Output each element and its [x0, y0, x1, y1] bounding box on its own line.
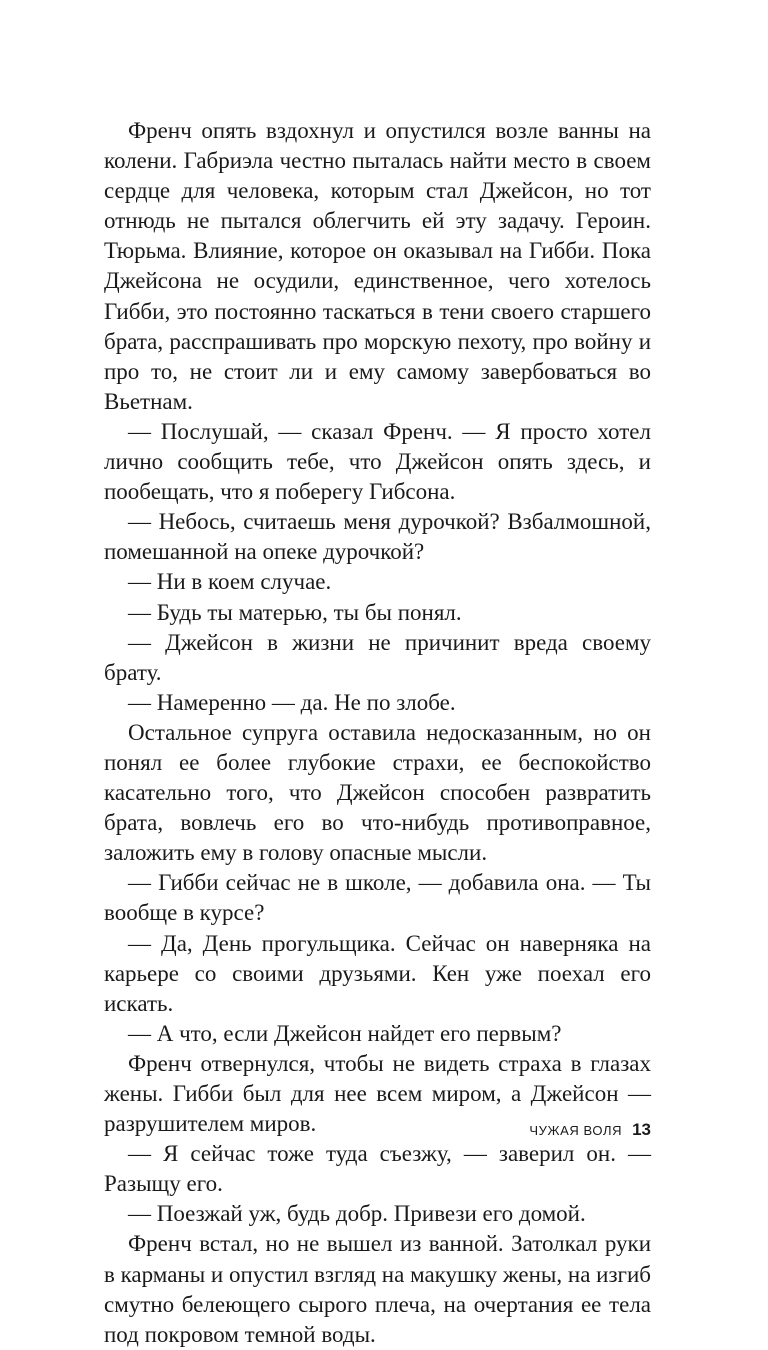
paragraph: Френч встал, но не вышел из ванной. Затолкал руки в карманы и опустил взгляд на макушку жены, на изгиб смутно белеющего сырого плеча, на очертания ее тела под покровом темной воды.	[104, 1231, 651, 1347]
dialogue-line: — Джейсон в жизни не причинит вреда своему брату.	[104, 629, 651, 685]
dialogue-line: — Да, День прогульщика. Сейчас он наверняка на карьере со своими друзьями. Кен уже поехал его искать.	[104, 930, 651, 1016]
dialogue-line: — А что, если Джейсон найдет его первым?	[128, 1020, 562, 1046]
dialogue-line: — Гибби сейчас не в школе, — добавила она. — Ты вообще в курсе?	[104, 870, 651, 926]
dialogue-line: — Поезжай уж, будь добр. Привези его домой.	[128, 1201, 586, 1227]
dialogue-line: — Я сейчас тоже туда съезжу, — заверил он. — Разыщу его.	[104, 1141, 651, 1197]
dialogue-line: — Послушай, — сказал Френч. — Я просто хотел лично сообщить тебе, что Джейсон опять здесь, и пообещать, что я поберегу Гибсона.	[104, 418, 651, 505]
running-footer	[104, 1120, 651, 1144]
dialogue-line: — Небось, считаешь меня дурочкой? Взбалмошной, помешанной на опеке дурочкой?	[104, 509, 651, 565]
dialogue-line: — Намеренно — да. Не по злобе.	[128, 689, 456, 715]
paragraph: Френч отвернулся, чтобы не видеть страха в глазах жены. Гибби был для нее всем миром, а Джейсон — разрушителем миров.	[104, 1050, 651, 1137]
page-number: 13	[632, 1120, 651, 1139]
paragraph: Френч опять вздохнул и опустился возле ванны на колени. Габриэла честно пыталась найти место в своем сердце для человека, которым стал Джейсон, но тот отнюдь не пытался облегчить ей эту задачу. Героин. Тюрьма. Влияние, которое он оказывал на Гибби. Пока Джейсона не осудили, единственное, чего хотелось Гибби, это постоянно таскаться в тени своего старшего брата, расспрашивать про морскую пехоту, про войну и про то, не стоит ли и ему самому завербоваться во Вьетнам.	[104, 118, 651, 414]
book-title: ЧУЖАЯ ВОЛЯ	[529, 1123, 623, 1138]
paragraph: Остальное супруга оставила недосказанным, но он понял ее более глубокие страхи, ее беспокойство касательно того, что Джейсон способен развратить брата, вовлечь его во что-нибудь противоправное, заложить ему в голову опасные мысли.	[104, 719, 651, 866]
dialogue-line: — Ни в коем случае.	[128, 569, 332, 595]
dialogue-line: — Будь ты матерью, ты бы понял.	[128, 599, 462, 625]
page-text	[104, 116, 651, 1350]
